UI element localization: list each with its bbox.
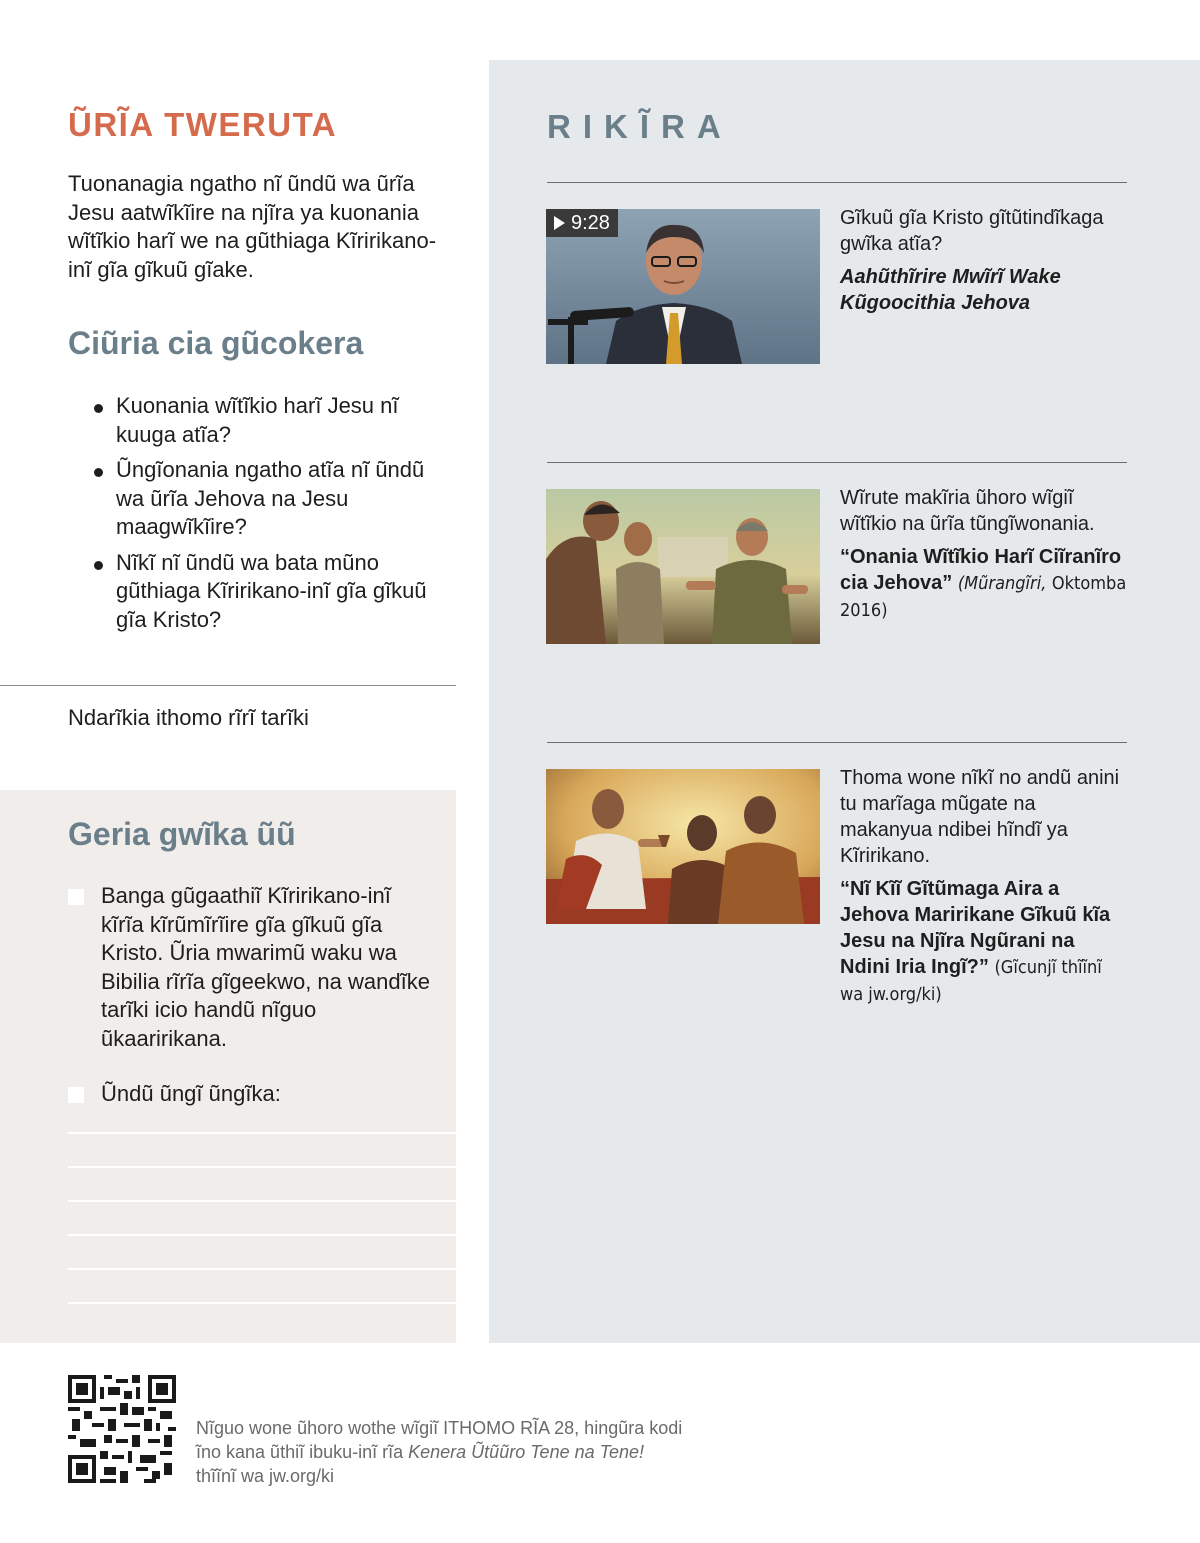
explore-source-title: (Mũrangĩri, <box>957 573 1047 594</box>
explore-source: Oktomba 2016) <box>840 573 1127 621</box>
divider <box>0 685 456 686</box>
review-question: Kuonania wĩtĩkio harĩ Jesu nĩ kuuga atĩa? <box>94 392 454 449</box>
summary-text: Tuonanagia ngatho nĩ ũndũ wa ũrĩa Jesu aatwĩkĩire na njĩra ya kuonania wĩtĩkio harĩ we na gũthiaga Kĩririkano-inĩ gĩa gĩkuũ gĩake. <box>68 171 437 282</box>
checkbox[interactable] <box>68 1087 84 1103</box>
goal-item-text: Ũndũ ũngĩ ũngĩka: <box>101 1081 281 1106</box>
write-line[interactable] <box>68 1166 456 1168</box>
bullet-icon <box>94 561 103 570</box>
review-questions <box>94 392 454 641</box>
checkbox[interactable] <box>68 889 84 905</box>
divider <box>547 182 1127 183</box>
divider <box>547 462 1127 463</box>
write-line[interactable] <box>68 1200 456 1202</box>
review-question: Nĩkĩ nĩ ũndũ wa bata mũno gũthiaga Kĩririkano-inĩ gĩa gĩkuũ gĩa Kristo? <box>94 549 454 635</box>
explore-question: Thoma wone nĩkĩ no andũ anini tu marĩaga mũgate na makanyua ndibei hĩndĩ ya Kĩririkano. <box>840 767 1120 867</box>
explore-question: Wĩrute makĩria ũhoro wĩgiĩ wĩtĩkio na ũrĩa tũngĩwonania. <box>840 487 1095 535</box>
date-line: Ndarĩkia ithomo rĩrĩ tarĩki <box>68 705 309 730</box>
video-thumbnail[interactable] <box>546 209 820 364</box>
write-line[interactable] <box>68 1268 456 1270</box>
write-line[interactable] <box>68 1302 456 1304</box>
write-line[interactable] <box>68 1132 456 1134</box>
goal-title: Geria gwĩka ũũ <box>68 816 296 852</box>
goal-item <box>68 1080 438 1109</box>
footer-text <box>196 1416 756 1488</box>
explore-reference[interactable]: Aahũthĩrire Mwĩrĩ Wake Kũgoocithia Jehova <box>840 266 1061 314</box>
explore-text <box>840 205 1130 316</box>
bullet-icon <box>94 468 103 477</box>
divider <box>547 742 1127 743</box>
explore-title: RIKĨRA <box>547 108 733 145</box>
explore-text <box>840 485 1130 624</box>
footer-line: ĩno kana ũthiĩ ibuku-inĩ rĩa Kenera Ũtũũro Tene na Tene! <box>196 1442 644 1462</box>
explore-reference[interactable]: “Onania Wĩtĩkio Harĩ Ciĩranĩro cia Jehova” <box>840 546 1122 594</box>
goal-panel <box>0 790 456 1343</box>
explore-question: Gĩkuũ gĩa Kristo gĩtũtindĩkaga gwĩka atĩa? <box>840 207 1104 255</box>
article-image[interactable] <box>546 489 820 644</box>
qr-code-icon[interactable] <box>68 1375 176 1483</box>
section-title: ŨRĨA TWERUTA <box>68 106 338 143</box>
summary-panel <box>0 0 456 790</box>
memorial-image <box>546 769 820 924</box>
write-line[interactable] <box>68 1234 456 1236</box>
goal-item <box>68 882 438 1053</box>
goal-item-text: Banga gũgaathiĩ Kĩririkano-inĩ kĩrĩa kĩrũmĩrĩire gĩa gĩkuũ gĩa Kristo. Ũria mwarimũ waku wa Bibilia rĩrĩa gĩgeekwo, na wandĩke tarĩki icio handũ nĩguo ũkaaririkana. <box>101 883 430 1051</box>
play-icon <box>554 216 565 230</box>
book-title: Kenera Ũtũũro Tene na Tene! <box>408 1442 644 1462</box>
explore-reference[interactable]: “Nĩ Kĩĩ Gĩtũmaga Aira a Jehova Maririkane Gĩkuũ kĩa Jesu na Njĩra Ngũrani na Ndini Iria Ingĩ?” <box>840 878 1111 978</box>
review-title: Ciũria cia gũcokera <box>68 325 364 361</box>
men-talking-image <box>546 489 820 644</box>
explore-source: (Gĩcunjĩ thĩĩnĩ wa jw.org/ki) <box>840 957 1102 1005</box>
duration-badge: 9:28 <box>546 209 618 237</box>
explore-panel <box>489 60 1200 1343</box>
review-question: Ũngĩonania ngatho atĩa nĩ ũndũ wa ũrĩa Jehova na Jesu maagwĩkĩire? <box>94 456 454 542</box>
footer-link[interactable]: thĩĩnĩ wa jw.org/ki <box>196 1466 335 1486</box>
article-image[interactable] <box>546 769 820 924</box>
footer-line: Nĩguo wone ũhoro wothe wĩgiĩ ITHOMO RĨA 28, hingũra kodi <box>196 1418 683 1438</box>
explore-text <box>840 765 1130 1008</box>
bullet-icon <box>94 404 103 413</box>
